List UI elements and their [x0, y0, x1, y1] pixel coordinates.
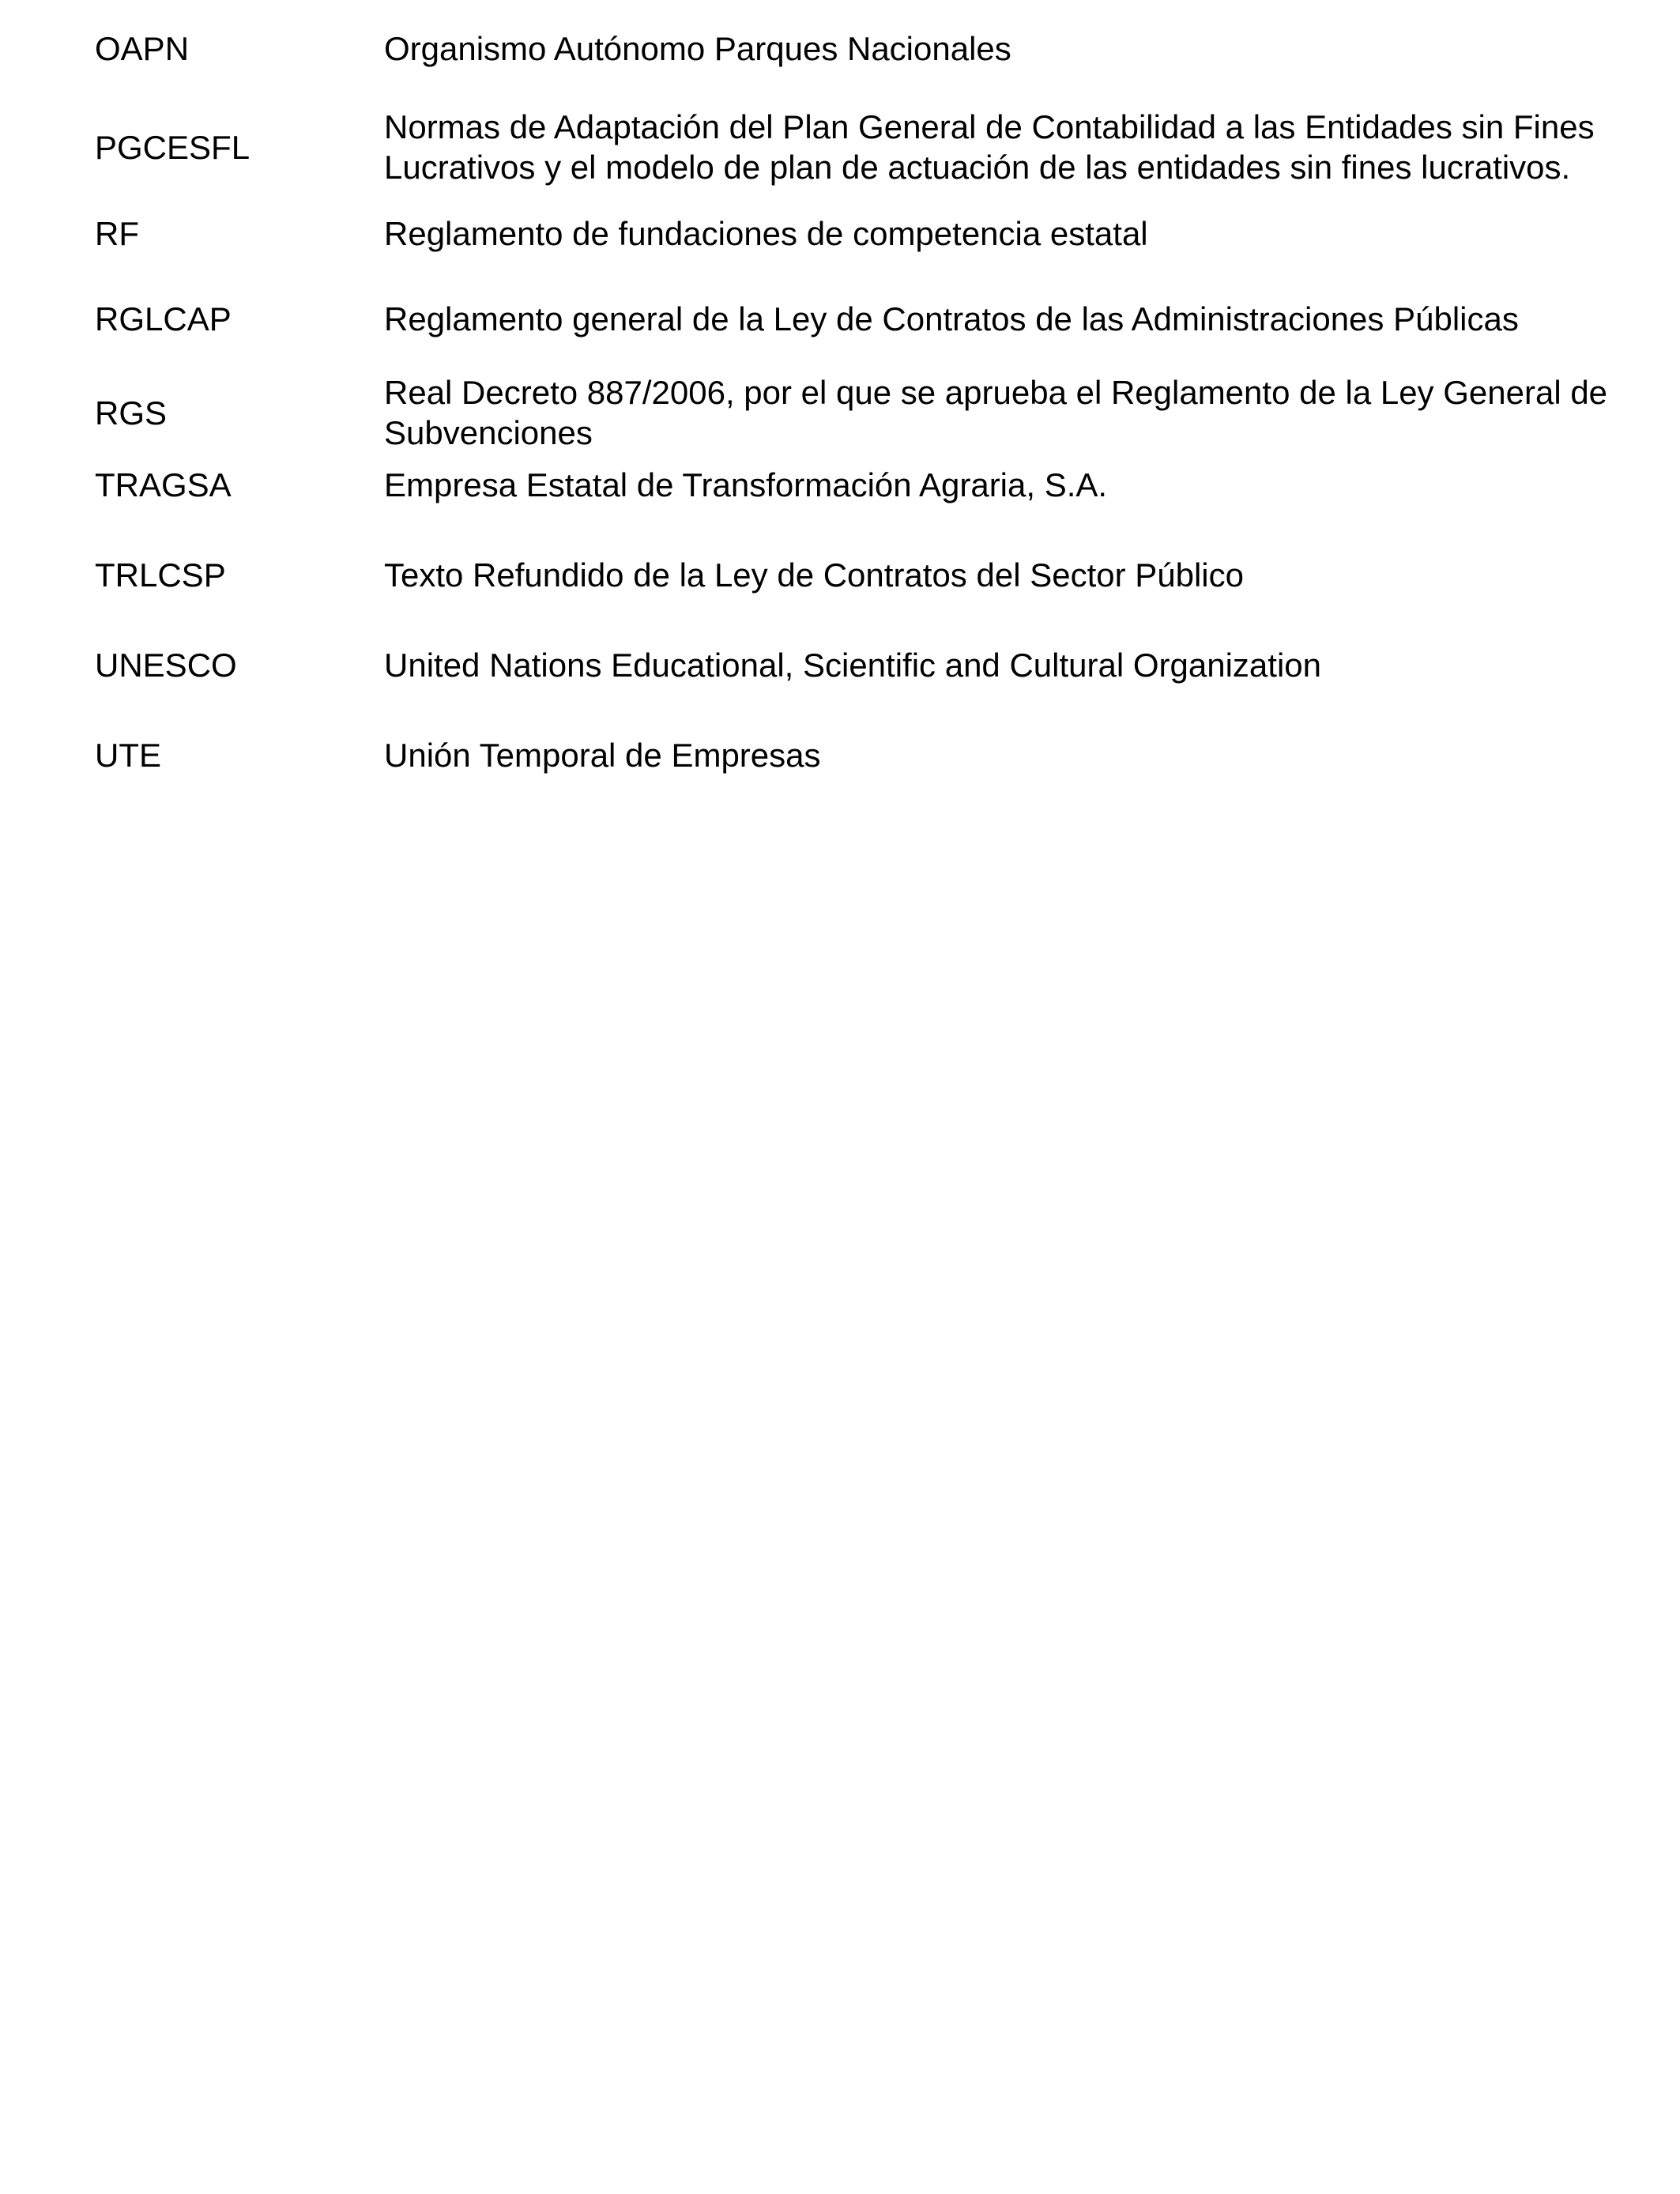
glossary-row — [95, 465, 1612, 547]
definition: Organismo Autónomo Parques Nacionales — [384, 30, 1011, 67]
abbreviation: TRAGSA — [95, 466, 232, 503]
abbreviation: UTE — [95, 737, 161, 774]
abbreviation: RF — [95, 215, 139, 252]
abbreviations-table — [95, 28, 1612, 782]
definition: Reglamento de fundaciones de competencia estatal — [384, 215, 1148, 252]
definition: Unión Temporal de Empresas — [384, 737, 821, 774]
definition: Normas de Adaptación del Plan General de Contabilidad a las Entidades sin Fines Lucrativos y el modelo de plan de actuación de las entidades sin fines lucrativos. — [384, 108, 1595, 186]
definition: Reglamento general de la Ley de Contratos de las Administraciones Públicas — [384, 300, 1519, 337]
definition: Real Decreto 887/2006, por el que se aprueba el Reglamento de la Ley General de Subvenciones — [384, 374, 1608, 451]
definition: United Nations Educational, Scientific and Cultural Organization — [384, 647, 1321, 684]
glossary-row — [95, 299, 1612, 362]
abbreviation: OAPN — [95, 30, 190, 67]
glossary-row — [95, 555, 1612, 637]
definition: Empresa Estatal de Transformación Agraria, S.A. — [384, 466, 1108, 503]
abbreviation: TRLCSP — [95, 556, 226, 594]
glossary-row — [95, 645, 1612, 727]
abbreviation: PGCESFL — [95, 128, 250, 166]
glossary-row — [95, 735, 1612, 782]
abbreviation: RGLCAP — [95, 300, 232, 337]
glossary-row — [95, 28, 1612, 76]
abbreviation: UNESCO — [95, 647, 237, 684]
glossary-row — [95, 371, 1612, 454]
definition: Texto Refundido de la Ley de Contratos del Sector Público — [384, 556, 1245, 594]
abbreviation: RGS — [95, 394, 168, 432]
glossary-row — [95, 213, 1612, 296]
glossary-row — [95, 85, 1612, 209]
